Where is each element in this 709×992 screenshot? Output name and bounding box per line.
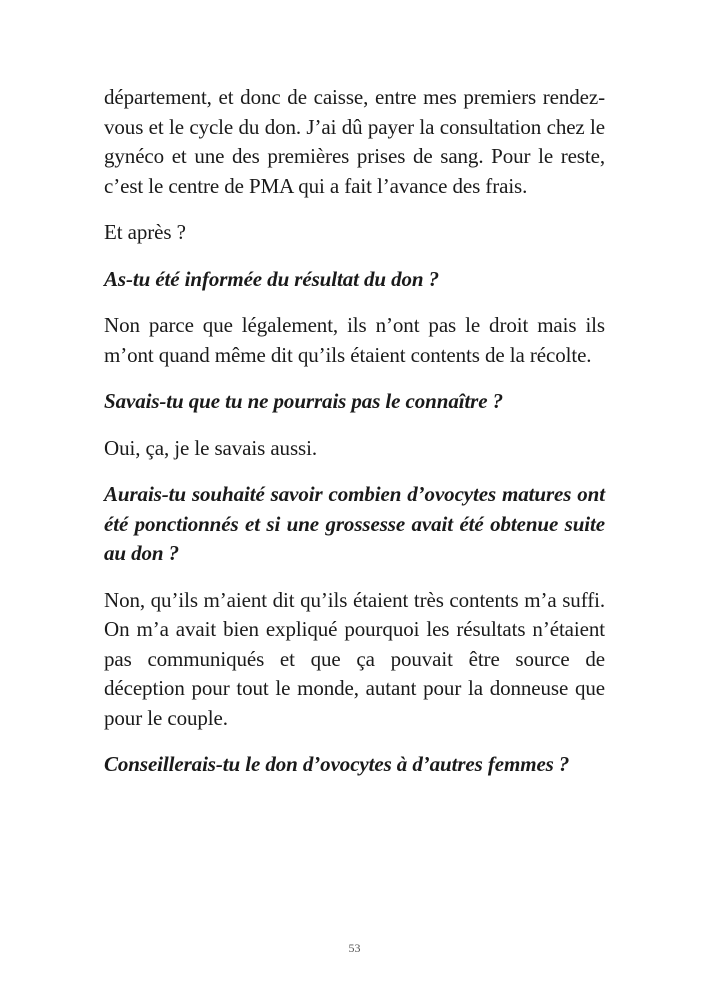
paragraph-answer: Non parce que légalement, ils n’ont pas le droit mais ils m’ont quand même dit qu’ils étaient contents de la récolte. — [104, 313, 605, 367]
paragraph-answer: Oui, ça, je le savais aussi. — [104, 435, 317, 460]
page-number: 53 — [348, 941, 361, 955]
paragraph-question: Conseillerais-tu le don d’ovocytes à d’autres femmes ? — [104, 752, 570, 776]
paragraph-question: As-tu été informée du résultat du don ? — [104, 266, 440, 291]
paragraph-answer: département, et donc de caisse, entre mes premiers rendez-vous et le cycle du don. J’ai dû payer la consultation chez le gynéco et une des premières prises de sang. Pour le reste, c’est le centre de PMA qui a fait l’avance des frais. — [104, 85, 605, 198]
page-body — [104, 83, 605, 797]
paragraph-question: Aurais-tu souhaité savoir combien d’ovocytes matures ont été ponctionnés et si une grossesse avait été obtenue suite au don ? — [104, 482, 605, 565]
paragraph-question: Savais-tu que tu ne pourrais pas le connaître ? — [104, 389, 504, 413]
paragraph-answer: Non, qu’ils m’aient dit qu’ils étaient très contents m’a suffi. On m’a avait bien expliqué pourquoi les résultats n’étaient pas communiqués et que ça pouvait être source de déception pour tout le monde, autant pour la donneuse que pour le couple. — [104, 587, 605, 730]
paragraph-answer: Et après ? — [104, 220, 186, 244]
